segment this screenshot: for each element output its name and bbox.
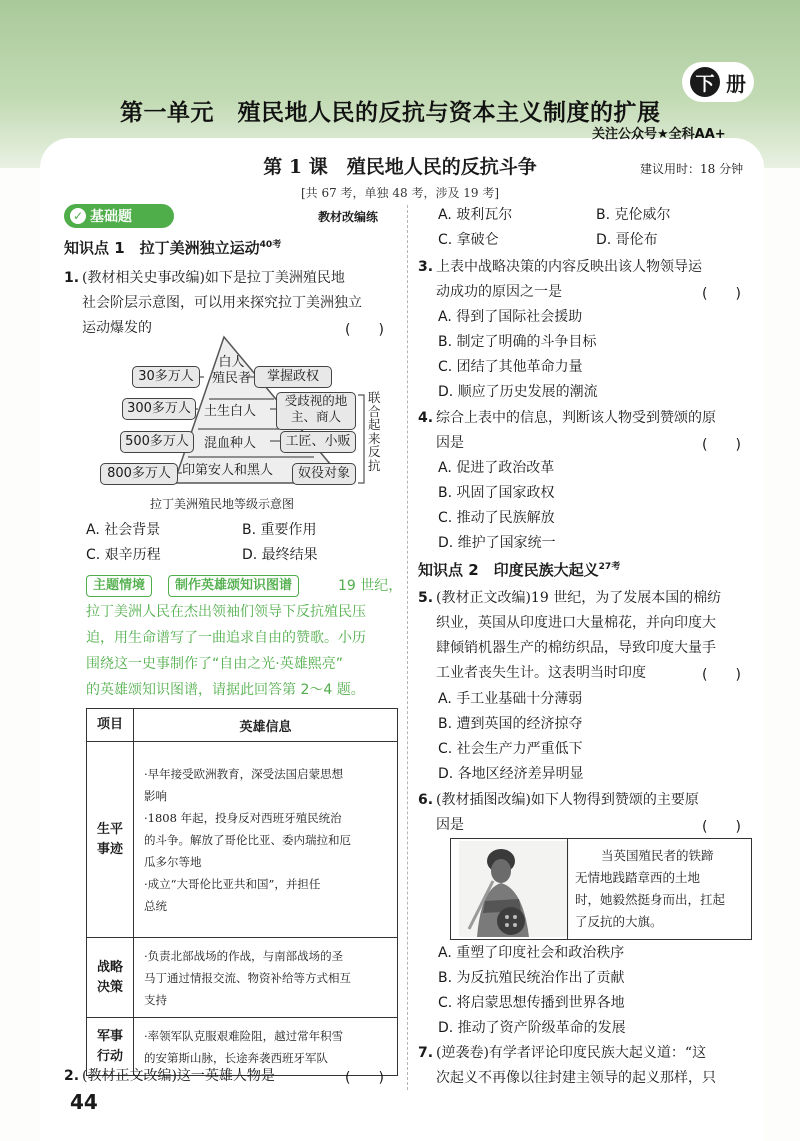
- q1-option-a[interactable]: A. 社会背景: [86, 522, 161, 538]
- basic-section-badge: [64, 204, 214, 228]
- diagram-caption: 拉丁美洲殖民地等级示意图: [150, 497, 295, 511]
- layer-creoles: 土生白人: [204, 404, 257, 419]
- heroine-portrait: [459, 841, 569, 937]
- q5-number: 5.: [418, 590, 434, 606]
- role-label: 掌握政权: [254, 366, 332, 388]
- table-header-info: 英雄信息: [134, 709, 398, 742]
- volume-label: 册: [726, 71, 746, 96]
- q5-line-1: (教材正文改编)19 世纪，为了发展本国的棉纺: [436, 590, 722, 606]
- q4-option-c[interactable]: C. 推动了民族解放: [438, 510, 555, 526]
- layer-indigenous-black: 印第安人和黑人: [182, 463, 274, 478]
- quote-line: 时，她毅然挺身而出，扛起: [575, 892, 726, 907]
- q1-option-d[interactable]: D. 最终结果: [242, 547, 318, 563]
- q1-number: 1.: [64, 270, 80, 286]
- quote-line: 无情地践踏章西的土地: [575, 870, 701, 885]
- q2-text: (教材正文改编)这一英雄人物是: [82, 1068, 275, 1084]
- q1-line-3: 运动爆发的: [82, 320, 152, 336]
- layer-white-colonists: 白人 殖民者: [212, 355, 252, 386]
- q5-option-d[interactable]: D. 各地区经济差异明显: [438, 766, 584, 782]
- population-label: 800多万人: [100, 463, 178, 485]
- basic-tag: 教材改编练: [318, 210, 379, 224]
- q6-line-1: (教材插图改编)如下人物得到赞颂的主要原: [436, 792, 699, 808]
- q1-line-2: 社会阶层示意图，可以用来探究拉丁美洲独立: [82, 295, 362, 311]
- q5-answer-paren[interactable]: ( ): [702, 667, 741, 683]
- column-divider: [407, 205, 408, 1090]
- q2-option-d[interactable]: D. 哥伦布: [596, 232, 658, 248]
- table-row: [87, 742, 398, 938]
- q6-option-c[interactable]: C. 将启蒙思想传播到世界各地: [438, 995, 625, 1011]
- q4-line-1: 综合上表中的信息，判断该人物受到赞颂的原: [436, 410, 716, 426]
- exam-stats: [共 67 考，单独 48 考，涉及 19 考]: [300, 186, 500, 200]
- basic-label: 基础题: [90, 209, 132, 225]
- q4-number: 4.: [418, 410, 434, 426]
- theme-text-5: 的英雄颂知识图谱，请据此回答第 2～4 题。: [86, 682, 365, 698]
- follow-note: 关注公众号★全科AA+: [592, 127, 726, 142]
- role-label: 受歧视的地 主、商人: [276, 392, 356, 430]
- q5-option-b[interactable]: B. 遭到英国的经济掠夺: [438, 716, 583, 732]
- q7-line-1: (逆袭卷)有学者评论印度民族大起义道：“这: [436, 1045, 707, 1061]
- quote-line: 当英国殖民者的铁蹄: [601, 848, 714, 863]
- q6-option-a[interactable]: A. 重塑了印度社会和政治秩序: [438, 945, 625, 961]
- population-label: 300多万人: [122, 398, 196, 420]
- q4-option-b[interactable]: B. 巩固了国家政权: [438, 485, 555, 501]
- lesson-title: 第 1 课 殖民地人民的反抗斗争: [263, 156, 537, 178]
- role-label: 工匠、小贩: [280, 431, 356, 453]
- theme-label: 主题情境: [86, 575, 152, 597]
- q3-option-c[interactable]: C. 团结了其他革命力量: [438, 359, 583, 375]
- q5-option-c[interactable]: C. 社会生产力严重低下: [438, 741, 583, 757]
- q3-option-a[interactable]: A. 得到了国际社会援助: [438, 309, 583, 325]
- row-key: 生平 事迹: [87, 742, 134, 938]
- suggested-time: 建议用时：18 分钟: [640, 162, 744, 176]
- table-row: [87, 938, 398, 1018]
- q4-option-a[interactable]: A. 促进了政治改革: [438, 460, 555, 476]
- kp2-title: 知识点 2 印度民族大起义$^{27考}$: [418, 561, 621, 579]
- row-key: 战略 决策: [87, 938, 134, 1018]
- q6-line-2: 因是: [436, 817, 464, 833]
- q3-answer-paren[interactable]: ( ): [702, 286, 741, 302]
- theme-text-2: 拉丁美洲人民在杰出领袖们领导下反抗殖民压: [86, 604, 366, 620]
- q2-option-a[interactable]: A. 玻利瓦尔: [438, 207, 513, 223]
- theme-text-1: 19 世纪，: [338, 578, 403, 594]
- q4-line-2: 因是: [436, 435, 464, 451]
- volume-badge: 下: [690, 67, 720, 97]
- q3-line-1: 上表中战略决策的内容反映出该人物领导运: [436, 259, 702, 275]
- q2-answer-paren[interactable]: ( ): [345, 1070, 384, 1086]
- q5-line-4: 工业者丧失生计。这表明当时印度: [436, 665, 646, 681]
- united-resistance-label: 联合起来反抗: [368, 390, 381, 473]
- figure-box: [450, 838, 752, 940]
- class-diagram: [96, 335, 396, 495]
- theme-text-4: 围绕这一史事制作了“自由之光·英雄熙亮”: [86, 656, 343, 672]
- q7-line-2: 次起义不再像以往封建主领导的起义那样，只: [436, 1070, 716, 1086]
- page-number: 44: [70, 1090, 98, 1114]
- q5-line-2: 织业，英国从印度进口大量棉花，并向印度大: [436, 615, 716, 631]
- q5-option-a[interactable]: A. 手工业基础十分薄弱: [438, 691, 583, 707]
- layer-mixed-race: 混血种人: [204, 436, 257, 451]
- theme-task: 制作英雄颂知识图谱: [168, 575, 299, 597]
- q6-option-b[interactable]: B. 为反抗殖民统治作出了贡献: [438, 970, 625, 986]
- kp1-count: 40考: [259, 240, 282, 250]
- population-label: 500多万人: [120, 431, 194, 453]
- q3-option-b[interactable]: B. 制定了明确的斗争目标: [438, 334, 597, 350]
- q3-number: 3.: [418, 259, 434, 275]
- row-key: 军事 行动: [87, 1018, 134, 1076]
- row-value: ·早年接受欧洲教育，深受法国启蒙思想 影响 ·1808 年起，投身反对西班牙殖民统治 的斗争。解放了哥伦比亚、委内瑞拉和厄 瓜多尔等地 ·成立“大哥伦比亚共和国”，并担任 总统: [134, 742, 398, 938]
- q3-option-d[interactable]: D. 顺应了历史发展的潮流: [438, 384, 598, 400]
- kp1-title: 知识点 1 拉丁美洲独立运动$^{40考}$: [64, 239, 282, 257]
- q2-option-b[interactable]: B. 克伦威尔: [596, 207, 671, 223]
- quote-line: 了反抗的大旗。: [575, 914, 663, 929]
- q6-number: 6.: [418, 792, 434, 808]
- kp2-count: 27考: [598, 562, 621, 572]
- q7-number: 7.: [418, 1045, 434, 1061]
- q4-answer-paren[interactable]: ( ): [702, 437, 741, 453]
- q2-option-c[interactable]: C. 拿破仑: [438, 232, 499, 248]
- row-value: ·负责北部战场的作战，与南部战场的圣 马丁通过情报交流、物资补给等方式相互 支持: [134, 938, 398, 1018]
- population-label: 30多万人: [132, 366, 200, 388]
- q5-line-3: 肆倾销机器生产的棉纺织品，导致印度大量手: [436, 640, 716, 656]
- q6-answer-paren[interactable]: ( ): [702, 819, 741, 835]
- q6-option-d[interactable]: D. 推动了资产阶级革命的发展: [438, 1020, 626, 1036]
- q1-line-1: (教材相关史事改编)如下是拉丁美洲殖民地: [82, 270, 345, 286]
- check-icon: ✓: [70, 208, 86, 224]
- q1-option-c[interactable]: C. 艰辛历程: [86, 547, 161, 563]
- q3-line-2: 动成功的原因之一是: [436, 284, 562, 300]
- hero-info-table: [86, 708, 398, 1076]
- q1-answer-paren[interactable]: ( ): [345, 322, 384, 338]
- row-value: ·率领军队克服艰难险阻，越过常年积雪 的安第斯山脉，长途奔袭西班牙军队: [134, 1018, 398, 1076]
- figure-separator: [567, 839, 568, 939]
- q1-option-b[interactable]: B. 重要作用: [242, 522, 317, 538]
- q2-number: 2.: [64, 1068, 80, 1084]
- role-label: 奴役对象: [292, 463, 356, 485]
- theme-text-3: 迫，用生命谱写了一曲追求自由的赞歌。小历: [86, 630, 366, 646]
- q4-option-d[interactable]: D. 维护了国家统一: [438, 535, 556, 551]
- unit-title: 第一单元 殖民地人民的反抗与资本主义制度的扩展: [120, 100, 661, 126]
- table-header-item: 项目: [87, 709, 134, 742]
